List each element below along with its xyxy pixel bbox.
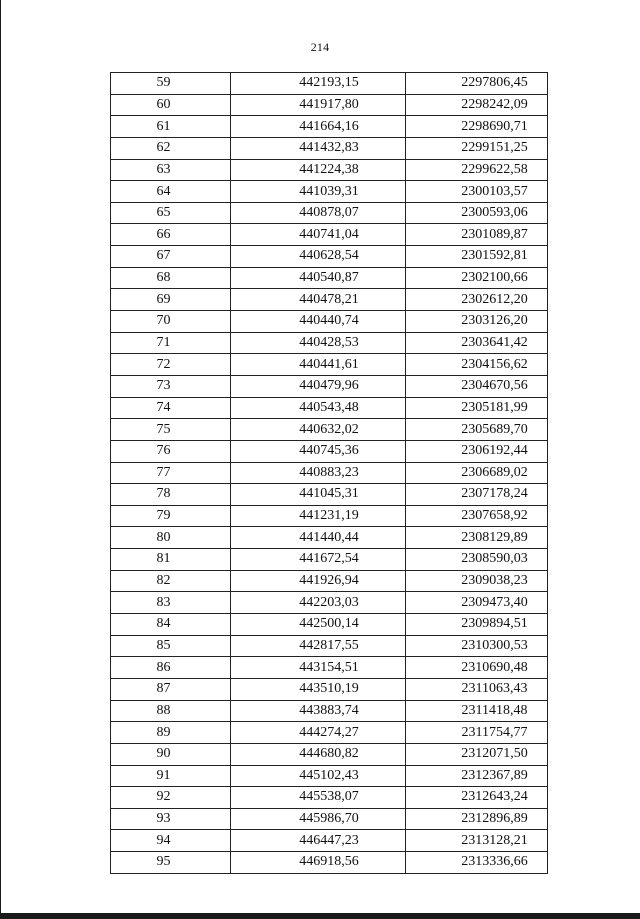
table-row xyxy=(111,137,548,159)
point-number-cell: 80 xyxy=(111,527,231,549)
x-coordinate-cell: 445538,07 xyxy=(231,787,406,809)
x-coordinate-cell: 444274,27 xyxy=(231,722,406,744)
point-number-cell: 69 xyxy=(111,289,231,311)
table-row xyxy=(111,743,548,765)
y-coordinate-cell: 2302612,20 xyxy=(406,289,548,311)
y-coordinate-cell: 2306689,02 xyxy=(406,462,548,484)
y-coordinate-cell: 2313336,66 xyxy=(406,852,548,874)
y-coordinate-cell: 2311754,77 xyxy=(406,722,548,744)
point-number-cell: 85 xyxy=(111,635,231,657)
x-coordinate-cell: 441440,44 xyxy=(231,527,406,549)
x-coordinate-cell: 443510,19 xyxy=(231,678,406,700)
y-coordinate-cell: 2302100,66 xyxy=(406,267,548,289)
x-coordinate-cell: 440628,54 xyxy=(231,246,406,268)
point-number-cell: 66 xyxy=(111,224,231,246)
table-row xyxy=(111,246,548,268)
x-coordinate-cell: 441926,94 xyxy=(231,570,406,592)
y-coordinate-cell: 2309473,40 xyxy=(406,592,548,614)
table-row xyxy=(111,224,548,246)
y-coordinate-cell: 2301592,81 xyxy=(406,246,548,268)
y-coordinate-cell: 2297806,45 xyxy=(406,73,548,95)
table-row xyxy=(111,419,548,441)
y-coordinate-cell: 2305689,70 xyxy=(406,419,548,441)
x-coordinate-cell: 440540,87 xyxy=(231,267,406,289)
point-number-cell: 84 xyxy=(111,614,231,636)
point-number-cell: 87 xyxy=(111,678,231,700)
x-coordinate-cell: 443154,51 xyxy=(231,657,406,679)
point-number-cell: 73 xyxy=(111,375,231,397)
x-coordinate-cell: 442203,03 xyxy=(231,592,406,614)
table-row xyxy=(111,202,548,224)
x-coordinate-cell: 440479,96 xyxy=(231,375,406,397)
y-coordinate-cell: 2305181,99 xyxy=(406,397,548,419)
table-row xyxy=(111,116,548,138)
y-coordinate-cell: 2309894,51 xyxy=(406,614,548,636)
y-coordinate-cell: 2311418,48 xyxy=(406,700,548,722)
y-coordinate-cell: 2298242,09 xyxy=(406,94,548,116)
y-coordinate-cell: 2309038,23 xyxy=(406,570,548,592)
table-row xyxy=(111,635,548,657)
table-row xyxy=(111,614,548,636)
y-coordinate-cell: 2308129,89 xyxy=(406,527,548,549)
y-coordinate-cell: 2299151,25 xyxy=(406,137,548,159)
table-row xyxy=(111,375,548,397)
table-row xyxy=(111,289,548,311)
table-row xyxy=(111,181,548,203)
y-coordinate-cell: 2312643,24 xyxy=(406,787,548,809)
x-coordinate-cell: 440883,23 xyxy=(231,462,406,484)
point-number-cell: 89 xyxy=(111,722,231,744)
point-number-cell: 64 xyxy=(111,181,231,203)
point-number-cell: 62 xyxy=(111,137,231,159)
point-number-cell: 95 xyxy=(111,852,231,874)
x-coordinate-cell: 440543,48 xyxy=(231,397,406,419)
point-number-cell: 76 xyxy=(111,440,231,462)
point-number-cell: 74 xyxy=(111,397,231,419)
y-coordinate-cell: 2313128,21 xyxy=(406,830,548,852)
coordinates-table xyxy=(110,72,548,874)
point-number-cell: 59 xyxy=(111,73,231,95)
x-coordinate-cell: 441664,16 xyxy=(231,116,406,138)
point-number-cell: 70 xyxy=(111,311,231,333)
y-coordinate-cell: 2299622,58 xyxy=(406,159,548,181)
table-row xyxy=(111,549,548,571)
x-coordinate-cell: 441432,83 xyxy=(231,137,406,159)
point-number-cell: 67 xyxy=(111,246,231,268)
table-row xyxy=(111,765,548,787)
table-row xyxy=(111,830,548,852)
table-row xyxy=(111,159,548,181)
table-row xyxy=(111,657,548,679)
y-coordinate-cell: 2304156,62 xyxy=(406,354,548,376)
point-number-cell: 75 xyxy=(111,419,231,441)
x-coordinate-cell: 440428,53 xyxy=(231,332,406,354)
y-coordinate-cell: 2304670,56 xyxy=(406,375,548,397)
table-row xyxy=(111,527,548,549)
table-row xyxy=(111,808,548,830)
point-number-cell: 60 xyxy=(111,94,231,116)
y-coordinate-cell: 2310690,48 xyxy=(406,657,548,679)
point-number-cell: 78 xyxy=(111,484,231,506)
x-coordinate-cell: 440745,36 xyxy=(231,440,406,462)
y-coordinate-cell: 2307658,92 xyxy=(406,505,548,527)
table-row xyxy=(111,722,548,744)
coordinates-table-body xyxy=(111,73,548,874)
x-coordinate-cell: 441039,31 xyxy=(231,181,406,203)
x-coordinate-cell: 441045,31 xyxy=(231,484,406,506)
point-number-cell: 86 xyxy=(111,657,231,679)
x-coordinate-cell: 444680,82 xyxy=(231,743,406,765)
y-coordinate-cell: 2301089,87 xyxy=(406,224,548,246)
table-row xyxy=(111,484,548,506)
y-coordinate-cell: 2311063,43 xyxy=(406,678,548,700)
x-coordinate-cell: 441231,19 xyxy=(231,505,406,527)
table-row xyxy=(111,852,548,874)
table-row xyxy=(111,354,548,376)
point-number-cell: 77 xyxy=(111,462,231,484)
point-number-cell: 94 xyxy=(111,830,231,852)
table-row xyxy=(111,397,548,419)
x-coordinate-cell: 441672,54 xyxy=(231,549,406,571)
x-coordinate-cell: 442193,15 xyxy=(231,73,406,95)
y-coordinate-cell: 2303126,20 xyxy=(406,311,548,333)
table-row xyxy=(111,700,548,722)
x-coordinate-cell: 442817,55 xyxy=(231,635,406,657)
x-coordinate-cell: 445986,70 xyxy=(231,808,406,830)
y-coordinate-cell: 2310300,53 xyxy=(406,635,548,657)
scan-border-bottom xyxy=(0,913,640,919)
y-coordinate-cell: 2300103,57 xyxy=(406,181,548,203)
x-coordinate-cell: 440441,61 xyxy=(231,354,406,376)
x-coordinate-cell: 441917,80 xyxy=(231,94,406,116)
table-row xyxy=(111,570,548,592)
point-number-cell: 93 xyxy=(111,808,231,830)
point-number-cell: 91 xyxy=(111,765,231,787)
point-number-cell: 82 xyxy=(111,570,231,592)
x-coordinate-cell: 440878,07 xyxy=(231,202,406,224)
point-number-cell: 92 xyxy=(111,787,231,809)
x-coordinate-cell: 446447,23 xyxy=(231,830,406,852)
table-row xyxy=(111,505,548,527)
point-number-cell: 68 xyxy=(111,267,231,289)
table-row xyxy=(111,592,548,614)
y-coordinate-cell: 2300593,06 xyxy=(406,202,548,224)
x-coordinate-cell: 440440,74 xyxy=(231,311,406,333)
point-number-cell: 81 xyxy=(111,549,231,571)
y-coordinate-cell: 2306192,44 xyxy=(406,440,548,462)
point-number-cell: 63 xyxy=(111,159,231,181)
x-coordinate-cell: 442500,14 xyxy=(231,614,406,636)
point-number-cell: 90 xyxy=(111,743,231,765)
x-coordinate-cell: 443883,74 xyxy=(231,700,406,722)
scan-border-left xyxy=(0,0,1,919)
y-coordinate-cell: 2298690,71 xyxy=(406,116,548,138)
point-number-cell: 79 xyxy=(111,505,231,527)
table-row xyxy=(111,73,548,95)
table-row xyxy=(111,94,548,116)
x-coordinate-cell: 440632,02 xyxy=(231,419,406,441)
point-number-cell: 72 xyxy=(111,354,231,376)
table-row xyxy=(111,311,548,333)
y-coordinate-cell: 2312071,50 xyxy=(406,743,548,765)
table-row xyxy=(111,678,548,700)
table-row xyxy=(111,267,548,289)
y-coordinate-cell: 2312896,89 xyxy=(406,808,548,830)
page-number: 214 xyxy=(310,40,330,54)
point-number-cell: 65 xyxy=(111,202,231,224)
x-coordinate-cell: 440741,04 xyxy=(231,224,406,246)
x-coordinate-cell: 446918,56 xyxy=(231,852,406,874)
y-coordinate-cell: 2308590,03 xyxy=(406,549,548,571)
x-coordinate-cell: 445102,43 xyxy=(231,765,406,787)
point-number-cell: 88 xyxy=(111,700,231,722)
point-number-cell: 71 xyxy=(111,332,231,354)
y-coordinate-cell: 2307178,24 xyxy=(406,484,548,506)
point-number-cell: 61 xyxy=(111,116,231,138)
x-coordinate-cell: 440478,21 xyxy=(231,289,406,311)
table-row xyxy=(111,440,548,462)
y-coordinate-cell: 2303641,42 xyxy=(406,332,548,354)
table-row xyxy=(111,332,548,354)
y-coordinate-cell: 2312367,89 xyxy=(406,765,548,787)
table-row xyxy=(111,787,548,809)
x-coordinate-cell: 441224,38 xyxy=(231,159,406,181)
point-number-cell: 83 xyxy=(111,592,231,614)
table-row xyxy=(111,462,548,484)
